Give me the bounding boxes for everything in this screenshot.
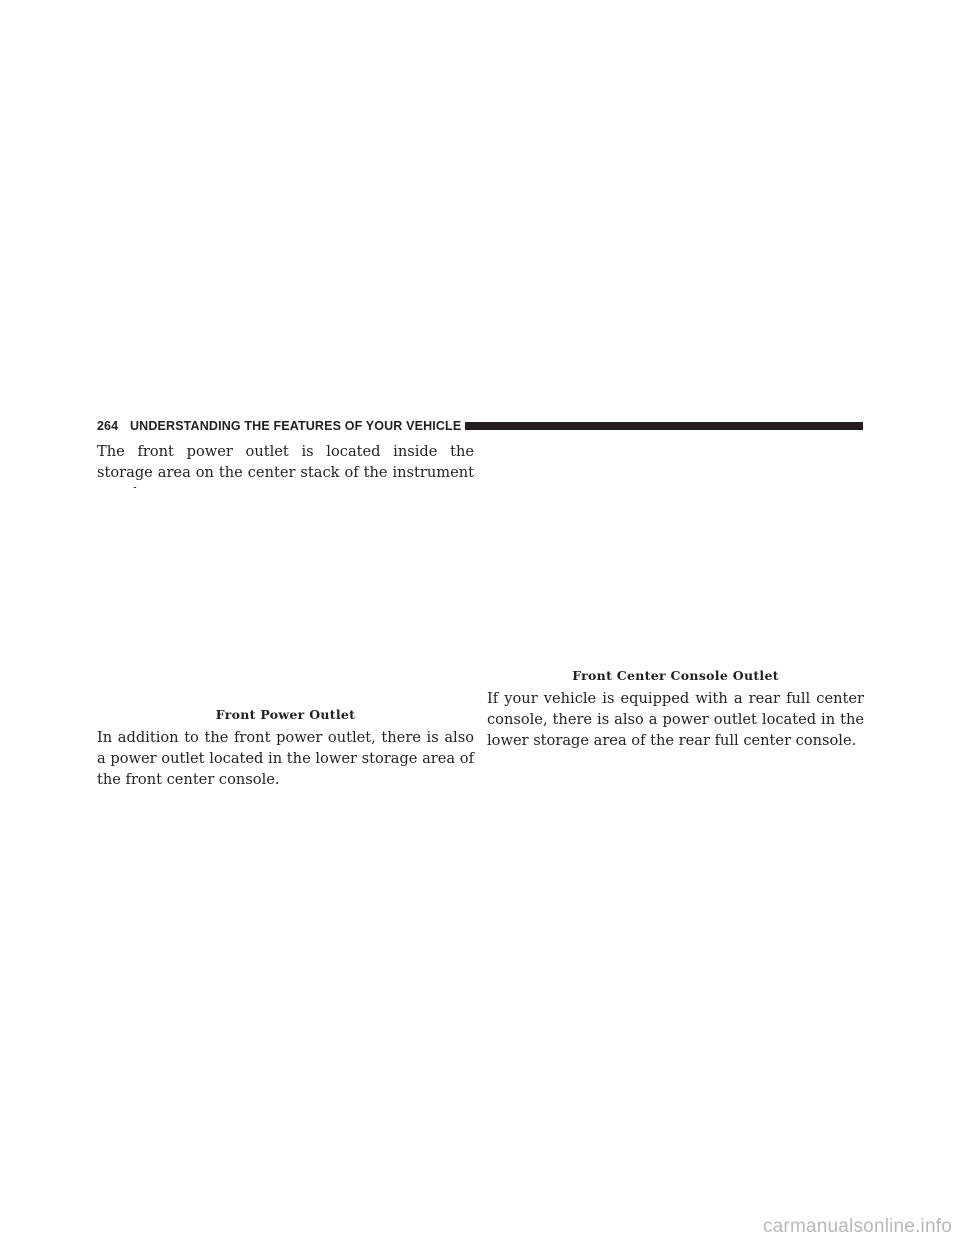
page-number: 264 [97,419,119,433]
left-paragraph-2: In addition to the front power outlet, there is also a power outlet located in the lower storage area of the front center console. [97,729,474,788]
figure-2-caption: Front Center Console Outlet [572,668,779,683]
watermark[interactable]: carmanualsonline.info [762,1216,952,1237]
left-paragraph-1: The front power outlet is located inside the storage area on the center stack of the instrument [97,443,474,481]
section-title: UNDERSTANDING THE FEATURES OF YOUR VEHICLE [130,419,462,433]
front-power-outlet-figure [97,488,474,700]
figure-1-caption: Front Power Outlet [215,707,356,722]
right-paragraph-1: If your vehicle is equipped with a rear full center console, there is also a power outlet located in the lower storage area of the rear full center console. [487,690,864,749]
header-rule [465,422,863,430]
page-header [97,418,863,434]
front-center-console-outlet-figure [487,441,864,661]
